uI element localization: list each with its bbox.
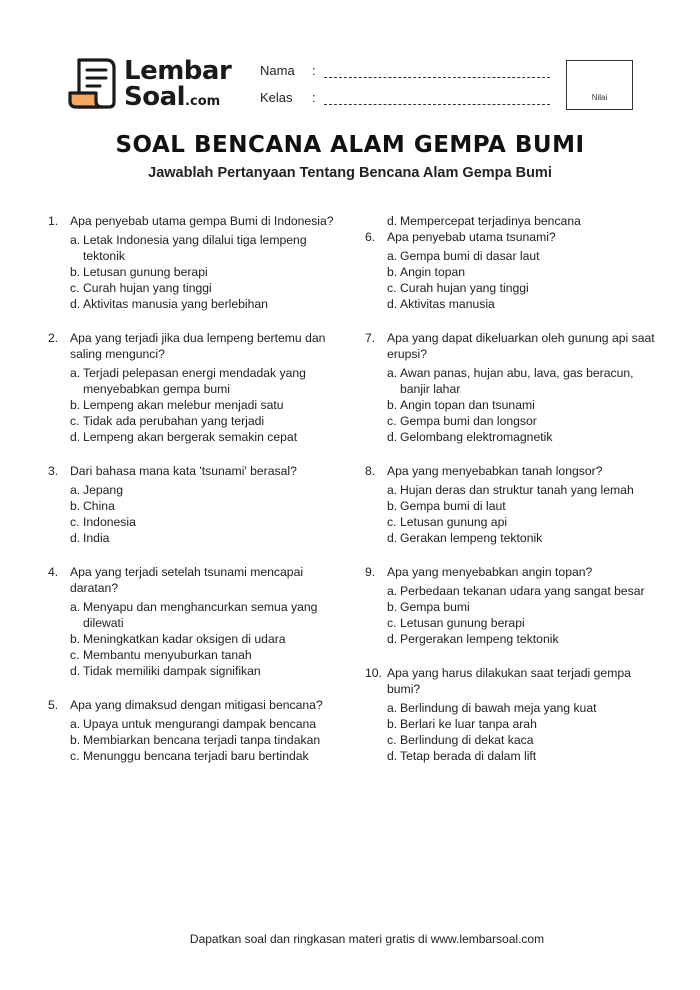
question-text: Apa penyebab utama gempa Bumi di Indonesia?: [70, 214, 334, 228]
option-letter: d.: [70, 664, 81, 678]
option-text: Berlindung di bawah meja yang kuat: [400, 701, 597, 715]
option-letter: b.: [70, 733, 81, 747]
question-item: [48, 564, 338, 679]
option-text: Hujan deras dan struktur tanah yang lemah: [400, 483, 634, 497]
question-number: 4.: [48, 565, 59, 579]
option-letter: b.: [70, 265, 81, 279]
answer-option[interactable]: [387, 530, 655, 546]
question-number: 7.: [365, 331, 376, 345]
answer-option[interactable]: [387, 732, 655, 748]
answer-option[interactable]: [387, 296, 655, 312]
nama-label: Nama: [260, 63, 295, 78]
option-letter: d.: [387, 531, 398, 545]
option-letter: b.: [70, 632, 81, 646]
question-column-right: [365, 213, 655, 764]
option-text: Terjadi pelepasan energi mendadak yang menyebabkan gempa bumi: [83, 366, 306, 396]
question-text: Apa yang terjadi jika dua lempeng bertemu dan saling mengunci?: [70, 331, 326, 361]
question-item: [48, 697, 338, 764]
logo-suffix: .com: [185, 94, 221, 109]
answer-option[interactable]: [70, 530, 338, 546]
question-item: [48, 330, 338, 445]
option-text: Mempercepat terjadinya bencana: [400, 214, 581, 228]
option-letter: d.: [387, 214, 398, 228]
option-letter: b.: [387, 717, 398, 731]
nama-blank-line[interactable]: [324, 77, 550, 78]
option-text: Upaya untuk mengurangi dampak bencana: [83, 717, 317, 731]
option-letter: c.: [387, 515, 397, 529]
question-item: [365, 564, 655, 647]
answer-option[interactable]: [70, 264, 338, 280]
option-text: Gempa bumi: [400, 600, 470, 614]
option-list: [70, 232, 338, 312]
document-logo-icon: [66, 56, 122, 112]
answer-option[interactable]: [70, 716, 338, 732]
answer-option[interactable]: [387, 514, 655, 530]
option-letter: a.: [387, 584, 398, 598]
option-text: Curah hujan yang tinggi: [400, 281, 529, 295]
question-number: 9.: [365, 565, 376, 579]
option-letter: b.: [387, 499, 398, 513]
answer-option[interactable]: [70, 514, 338, 530]
answer-option[interactable]: [70, 663, 338, 679]
option-list: [70, 482, 338, 546]
option-text: Aktivitas manusia: [400, 297, 495, 311]
question-text: Apa yang menyebabkan angin topan?: [387, 565, 593, 579]
question-number: 10.: [365, 666, 382, 680]
answer-option[interactable]: [70, 482, 338, 498]
option-text: Jepang: [83, 483, 123, 497]
question-text: Dari bahasa mana kata 'tsunami' berasal?: [70, 464, 297, 478]
option-text: Membantu menyuburkan tanah: [83, 648, 252, 662]
nilai-label: Nilai: [591, 93, 608, 102]
option-text: Tidak ada perubahan yang terjadi: [83, 414, 265, 428]
question-text: Apa yang harus dilakukan saat terjadi gempa bumi?: [387, 666, 631, 696]
question-text: Apa yang dapat dikeluarkan oleh gunung api saat erupsi?: [387, 331, 655, 361]
logo-word-soal: Soal.com: [124, 82, 221, 112]
option-text: Angin topan dan tsunami: [400, 398, 535, 412]
option-letter: a.: [387, 701, 398, 715]
page-title: SOAL BENCANA ALAM GEMPA BUMI: [115, 132, 585, 158]
answer-option[interactable]: [70, 647, 338, 663]
option-list: [387, 248, 655, 312]
option-letter: c.: [387, 616, 397, 630]
option-letter: c.: [387, 414, 397, 428]
answer-option[interactable]: [70, 397, 338, 413]
option-list: [70, 365, 338, 445]
option-text: Perbedaan tekanan udara yang sangat besar: [400, 584, 645, 598]
option-text: Lempeng akan bergerak semakin cepat: [83, 430, 298, 444]
option-letter: d.: [387, 430, 398, 444]
option-letter: b.: [387, 265, 398, 279]
option-text: India: [83, 531, 110, 545]
answer-option[interactable]: [70, 296, 338, 312]
option-list: [387, 213, 655, 229]
answer-option[interactable]: [387, 700, 655, 716]
option-letter: b.: [387, 600, 398, 614]
option-letter: c.: [70, 281, 80, 295]
option-text: Gempa bumi di dasar laut: [400, 249, 540, 263]
question-item: [365, 330, 655, 445]
answer-option[interactable]: [70, 599, 338, 631]
answer-option[interactable]: [70, 280, 338, 296]
answer-option[interactable]: [70, 413, 338, 429]
option-text: Meningkatkan kadar oksigen di udara: [83, 632, 286, 646]
answer-option[interactable]: [387, 498, 655, 514]
option-letter: c.: [70, 749, 80, 763]
answer-option[interactable]: [387, 631, 655, 647]
option-text: Membiarkan bencana terjadi tanpa tindakan: [83, 733, 321, 747]
option-list: [387, 482, 655, 546]
answer-option[interactable]: [387, 397, 655, 413]
question-text: Apa penyebab utama tsunami?: [387, 230, 556, 244]
answer-option[interactable]: [387, 716, 655, 732]
page-subtitle: Jawablah Pertanyaan Tentang Bencana Alam Gempa Bumi: [148, 165, 552, 181]
option-text: Letusan gunung api: [400, 515, 508, 529]
answer-option[interactable]: [70, 498, 338, 514]
answer-option[interactable]: [70, 232, 338, 264]
option-letter: a.: [387, 366, 398, 380]
answer-option[interactable]: [387, 748, 655, 764]
kelas-colon: :: [312, 90, 316, 105]
answer-option[interactable]: [70, 631, 338, 647]
option-text: Letak Indonesia yang dilalui tiga lempeng tektonik: [83, 233, 307, 263]
option-text: Awan panas, hujan abu, lava, gas beracun, banjir lahar: [400, 366, 634, 396]
question-item-continued: [365, 213, 655, 229]
option-letter: a.: [70, 233, 81, 247]
answer-option[interactable]: [70, 429, 338, 445]
option-list: [387, 365, 655, 445]
option-list: [70, 716, 338, 764]
question-item: [48, 213, 338, 312]
option-letter: d.: [70, 297, 81, 311]
option-letter: b.: [70, 499, 81, 513]
question-number: 2.: [48, 331, 59, 345]
option-letter: c.: [387, 733, 397, 747]
option-list: [70, 599, 338, 679]
question-number: 6.: [365, 230, 376, 244]
option-text: Letusan gunung berapi: [400, 616, 525, 630]
answer-option[interactable]: [387, 429, 655, 445]
option-letter: a.: [70, 483, 81, 497]
option-letter: c.: [70, 414, 80, 428]
answer-option[interactable]: [70, 748, 338, 764]
page-footer: Dapatkan soal dan ringkasan materi gratis di www.lembarsoal.com: [189, 932, 545, 946]
answer-option[interactable]: [387, 264, 655, 280]
option-list: [387, 700, 655, 764]
question-number: 3.: [48, 464, 59, 478]
option-letter: c.: [387, 281, 397, 295]
option-letter: c.: [70, 648, 80, 662]
option-letter: d.: [387, 749, 398, 763]
option-letter: d.: [387, 297, 398, 311]
option-text: Tetap berada di dalam lift: [400, 749, 537, 763]
answer-option[interactable]: [387, 583, 655, 599]
kelas-blank-line[interactable]: [324, 104, 550, 105]
option-letter: b.: [387, 398, 398, 412]
nama-colon: :: [312, 63, 316, 78]
question-item: [365, 229, 655, 312]
option-letter: a.: [70, 717, 81, 731]
answer-option[interactable]: [387, 482, 655, 498]
answer-option[interactable]: [387, 280, 655, 296]
question-number: 1.: [48, 214, 59, 228]
option-text: Menyapu dan menghancurkan semua yang dilewati: [83, 600, 318, 630]
option-text: Berlari ke luar tanpa arah: [400, 717, 537, 731]
option-letter: d.: [70, 430, 81, 444]
option-text: Gerakan lempeng tektonik: [400, 531, 543, 545]
option-letter: a.: [70, 366, 81, 380]
question-item: [365, 665, 655, 764]
nama-field: [260, 63, 316, 78]
option-text: Gempa bumi di laut: [400, 499, 506, 513]
question-text: Apa yang dimaksud dengan mitigasi bencana?: [70, 698, 323, 712]
option-letter: c.: [70, 515, 80, 529]
option-text: Aktivitas manusia yang berlebihan: [83, 297, 268, 311]
option-text: Berlindung di dekat kaca: [400, 733, 534, 747]
answer-option[interactable]: [70, 365, 338, 397]
question-column-left: [48, 213, 338, 764]
option-letter: a.: [387, 483, 398, 497]
option-text: Pergerakan lempeng tektonik: [400, 632, 559, 646]
question-item: [365, 463, 655, 546]
answer-option[interactable]: [387, 213, 655, 229]
option-letter: b.: [70, 398, 81, 412]
option-text: Indonesia: [83, 515, 136, 529]
question-text: Apa yang menyebabkan tanah longsor?: [387, 464, 603, 478]
option-list: [387, 583, 655, 647]
option-letter: a.: [387, 249, 398, 263]
option-text: Curah hujan yang tinggi: [83, 281, 212, 295]
lembarsoal-logo: [66, 56, 232, 112]
kelas-label: Kelas: [260, 90, 293, 105]
question-number: 8.: [365, 464, 376, 478]
question-item: [48, 463, 338, 546]
option-text: Lempeng akan melebur menjadi satu: [83, 398, 284, 412]
kelas-field: [260, 90, 316, 105]
option-text: Letusan gunung berapi: [83, 265, 208, 279]
option-text: Gelombang elektromagnetik: [400, 430, 553, 444]
option-letter: d.: [387, 632, 398, 646]
question-number: 5.: [48, 698, 59, 712]
nilai-box[interactable]: [566, 60, 633, 110]
answer-option[interactable]: [70, 732, 338, 748]
option-text: Angin topan: [400, 265, 466, 279]
option-letter: d.: [70, 531, 81, 545]
answer-option[interactable]: [387, 413, 655, 429]
logo-word-lembar: Lembar: [124, 56, 232, 86]
option-text: Gempa bumi dan longsor: [400, 414, 537, 428]
answer-option[interactable]: [387, 365, 655, 397]
question-text: Apa yang terjadi setelah tsunami mencapai daratan?: [70, 565, 304, 595]
option-text: Menunggu bencana terjadi baru bertindak: [83, 749, 309, 763]
answer-option[interactable]: [387, 248, 655, 264]
option-letter: a.: [70, 600, 81, 614]
answer-option[interactable]: [387, 599, 655, 615]
answer-option[interactable]: [387, 615, 655, 631]
option-text: China: [83, 499, 115, 513]
option-text: Tidak memiliki dampak signifikan: [83, 664, 261, 678]
